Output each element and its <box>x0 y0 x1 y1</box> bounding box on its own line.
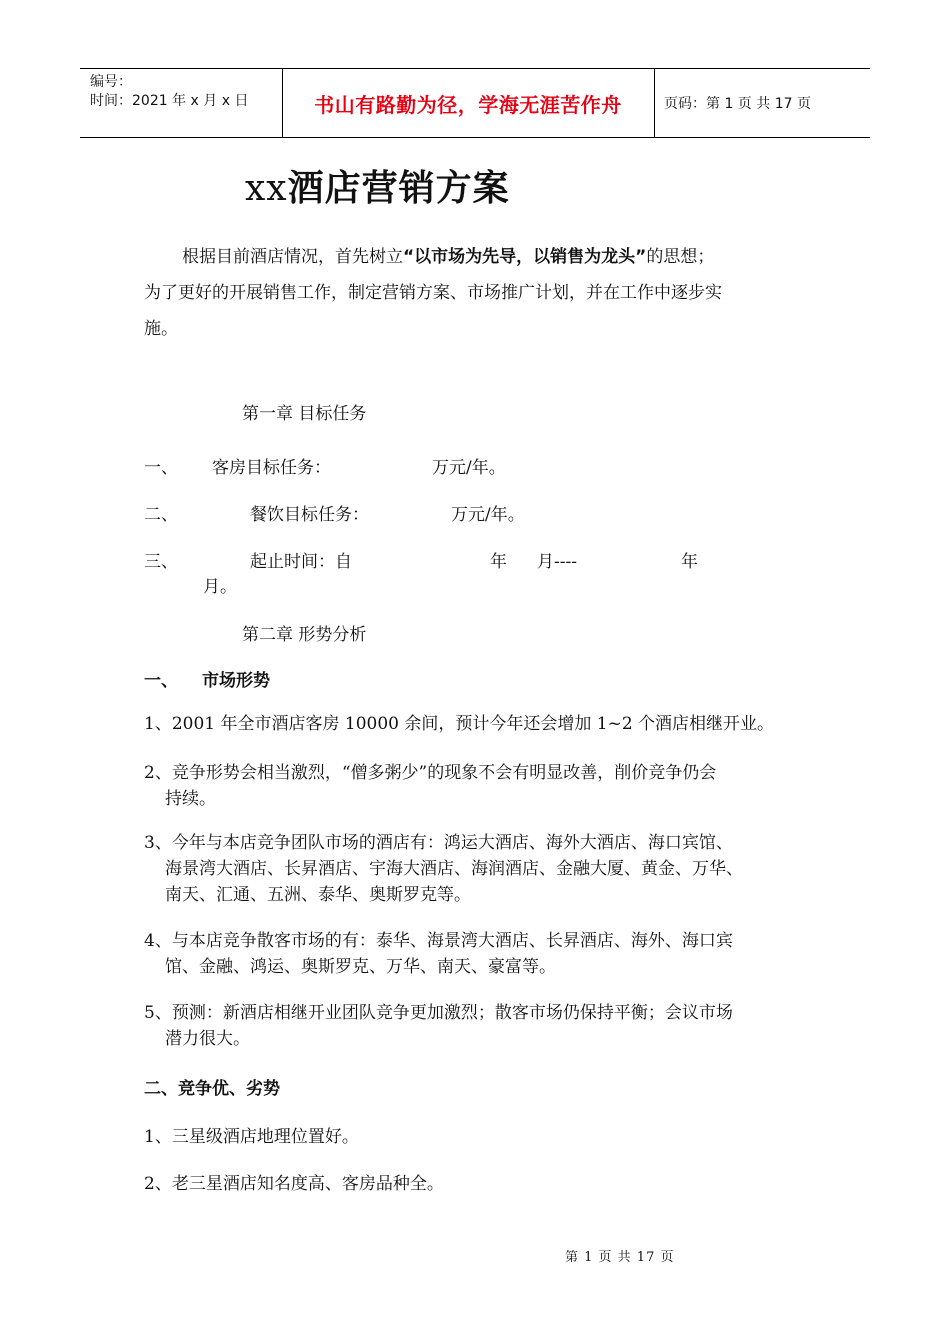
intro-line-3: 施。 <box>144 319 178 339</box>
list-item-line: 1、2001 年全市酒店客房 10000 余间，预计今年还会增加 1~2 个酒店相继开业。 <box>144 714 775 734</box>
section-1-num: 一、 <box>144 671 178 691</box>
section-1-title: 市场形势 <box>202 671 270 691</box>
list-item-line: 持续。 <box>165 789 216 809</box>
list-item <box>144 1000 814 1052</box>
list-item <box>144 928 814 980</box>
chapter-2-heading: 第二章 形势分析 <box>242 625 367 645</box>
list-item-line: 南天、汇通、五洲、泰华、奥斯罗克等。 <box>165 885 471 905</box>
list-item-line: 2、竞争形势会相当激烈，“僧多粥少”的现象不会有明显改善，削价竞争仍会 <box>144 763 717 783</box>
target-label-3: 起止时间：自 <box>250 552 352 572</box>
target-num-2: 二、 <box>144 505 178 525</box>
section-2-title: 二、竞争优、劣势 <box>144 1079 280 1099</box>
document-header <box>80 68 870 138</box>
header-motto: 书山有路勤为径，学海无涯苦作舟 <box>314 92 622 117</box>
title-main: 酒店营销方案 <box>287 167 510 209</box>
target-month-2: 月。 <box>203 577 237 597</box>
list-item-line: 海景湾大酒店、长昇酒店、宇海大酒店、海润酒店、金融大厦、黄金、万华、 <box>165 859 743 879</box>
list-item-line: 5、预测：新酒店相继开业团队竞争更加激烈；散客市场仍保持平衡；会议市场 <box>144 1003 733 1023</box>
target-year-2: 年 <box>681 552 698 572</box>
intro-paragraph <box>144 239 804 347</box>
intro-line-2: 为了更好的开展销售工作，制定营销方案、市场推广计划，并在工作中逐步实 <box>144 283 722 303</box>
intro-line-1 <box>144 239 804 275</box>
page-title <box>245 160 510 211</box>
page-footer: 第 1 页 共 17 页 <box>565 1250 675 1265</box>
header-meta <box>90 73 248 111</box>
list-item <box>144 760 814 812</box>
list-item-line: 4、与本店竞争散客市场的有：泰华、海景湾大酒店、长昇酒店、海外、海口宾 <box>144 931 733 951</box>
list-item-line: 馆、金融、鸿运、奥斯罗克、万华、南天、豪富等。 <box>165 957 556 977</box>
intro-quote: “以市场为先导，以销售为龙头” <box>403 247 647 267</box>
intro-part2: 的思想； <box>646 247 715 267</box>
target-num-3: 三、 <box>144 552 178 572</box>
target-label-2: 餐饮目标任务： <box>250 505 369 525</box>
header-page-info: 页码：第 1 页 共 17 页 <box>664 96 811 112</box>
list-item <box>144 711 814 737</box>
list-item-line: 潜力很大。 <box>165 1029 250 1049</box>
list-item <box>144 830 814 908</box>
target-year-1: 年 <box>490 552 507 572</box>
header-number: 编号： <box>90 74 132 90</box>
target-label-1: 客房目标任务： <box>212 458 331 478</box>
list-item: 2、老三星酒店知名度高、客房品种全。 <box>144 1174 444 1194</box>
title-prefix: xx <box>245 168 288 209</box>
header-time: 时间：2021 年 x 月 x 日 <box>90 93 249 109</box>
target-num-1: 一、 <box>144 458 178 478</box>
chapter-1-heading: 第一章 目标任务 <box>242 404 367 424</box>
target-unit-2: 万元/年。 <box>451 505 525 525</box>
header-divider <box>654 69 655 137</box>
list-item: 1、三星级酒店地理位置好。 <box>144 1127 359 1147</box>
list-item-line: 3、今年与本店竞争团队市场的酒店有：鸿运大酒店、海外大酒店、海口宾馆、 <box>144 833 733 853</box>
target-month-1: 月---- <box>537 552 577 572</box>
target-unit-1: 万元/年。 <box>432 458 506 478</box>
intro-part1: 根据目前酒店情况，首先树立 <box>182 247 403 267</box>
